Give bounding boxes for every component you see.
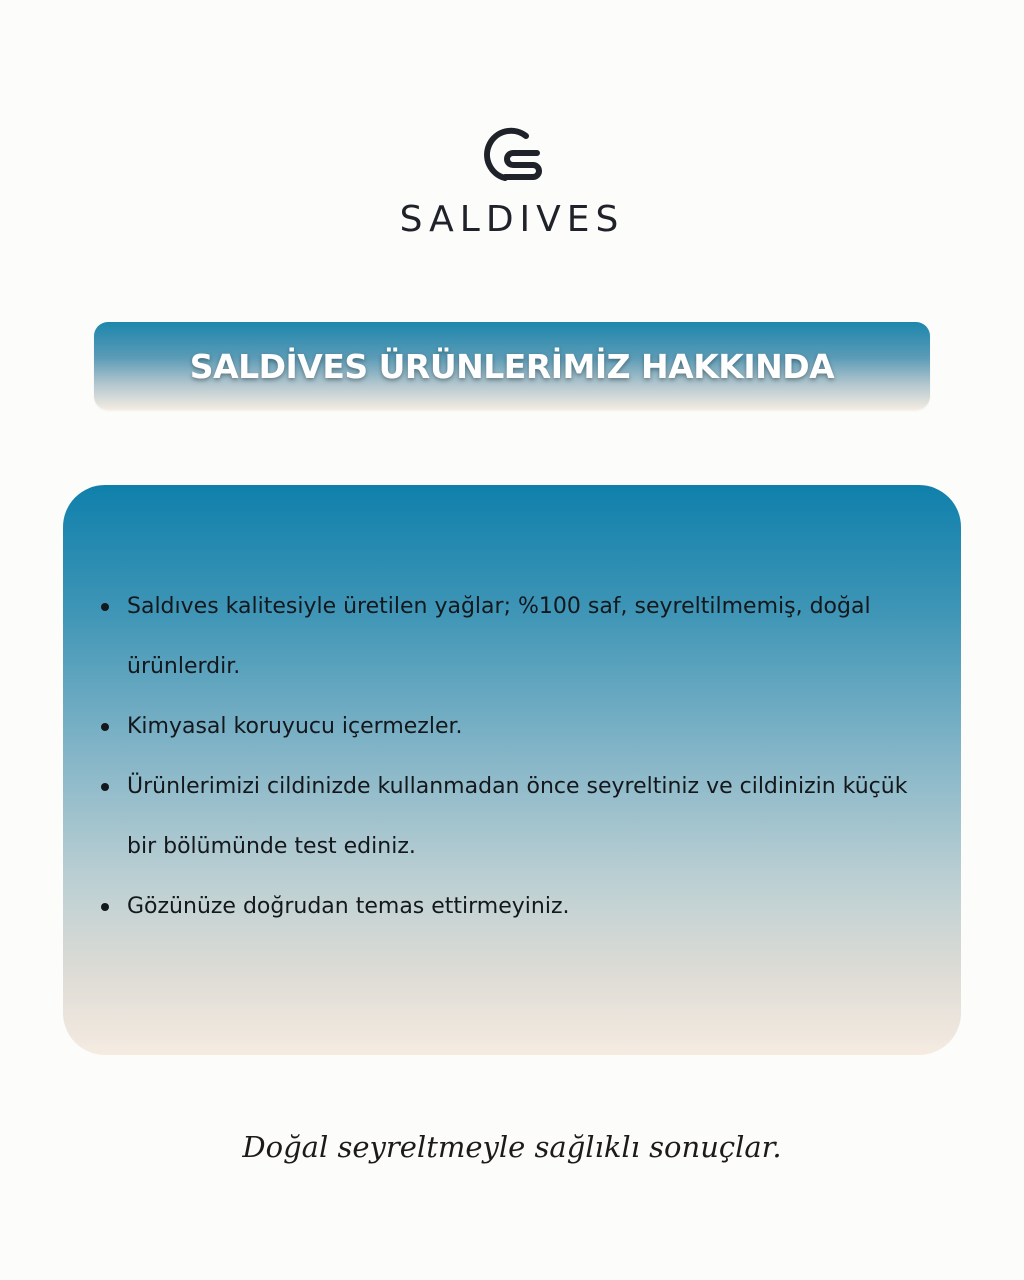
- list-item-text: Gözünüze doğrudan temas ettirmeyiniz.: [127, 894, 570, 919]
- list-item-text: Saldıves kalitesiyle üretilen yağlar; %100 saf, seyreltilmemiş, doğal ürünlerdir.: [127, 594, 871, 679]
- bullet-icon: [101, 603, 109, 611]
- list-item: [63, 877, 961, 937]
- brand-name: SALDIVES: [399, 199, 625, 240]
- list-item: [63, 577, 961, 697]
- bullet-icon: [101, 723, 109, 731]
- banner-title: SALDİVES ÜRÜNLERİMİZ HAKKINDA: [189, 346, 835, 386]
- brand-logo: [0, 120, 1024, 238]
- list-item: [63, 757, 961, 877]
- list-item-text: Ürünlerimizi cildinizde kullanmadan önce seyreltiniz ve cildinizin küçük bir bölümünde test ediniz.: [127, 774, 908, 859]
- title-banner: [94, 322, 930, 410]
- list-item: [63, 697, 961, 757]
- info-list: [63, 577, 961, 937]
- saldives-cs-monogram-icon: [477, 120, 547, 190]
- info-card: [63, 485, 961, 1055]
- bullet-icon: [101, 783, 109, 791]
- list-item-text: Kimyasal koruyucu içermezler.: [127, 714, 463, 739]
- slogan: Doğal seyreltmeyle sağlıklı sonuçlar.: [242, 1130, 782, 1164]
- bullet-icon: [101, 903, 109, 911]
